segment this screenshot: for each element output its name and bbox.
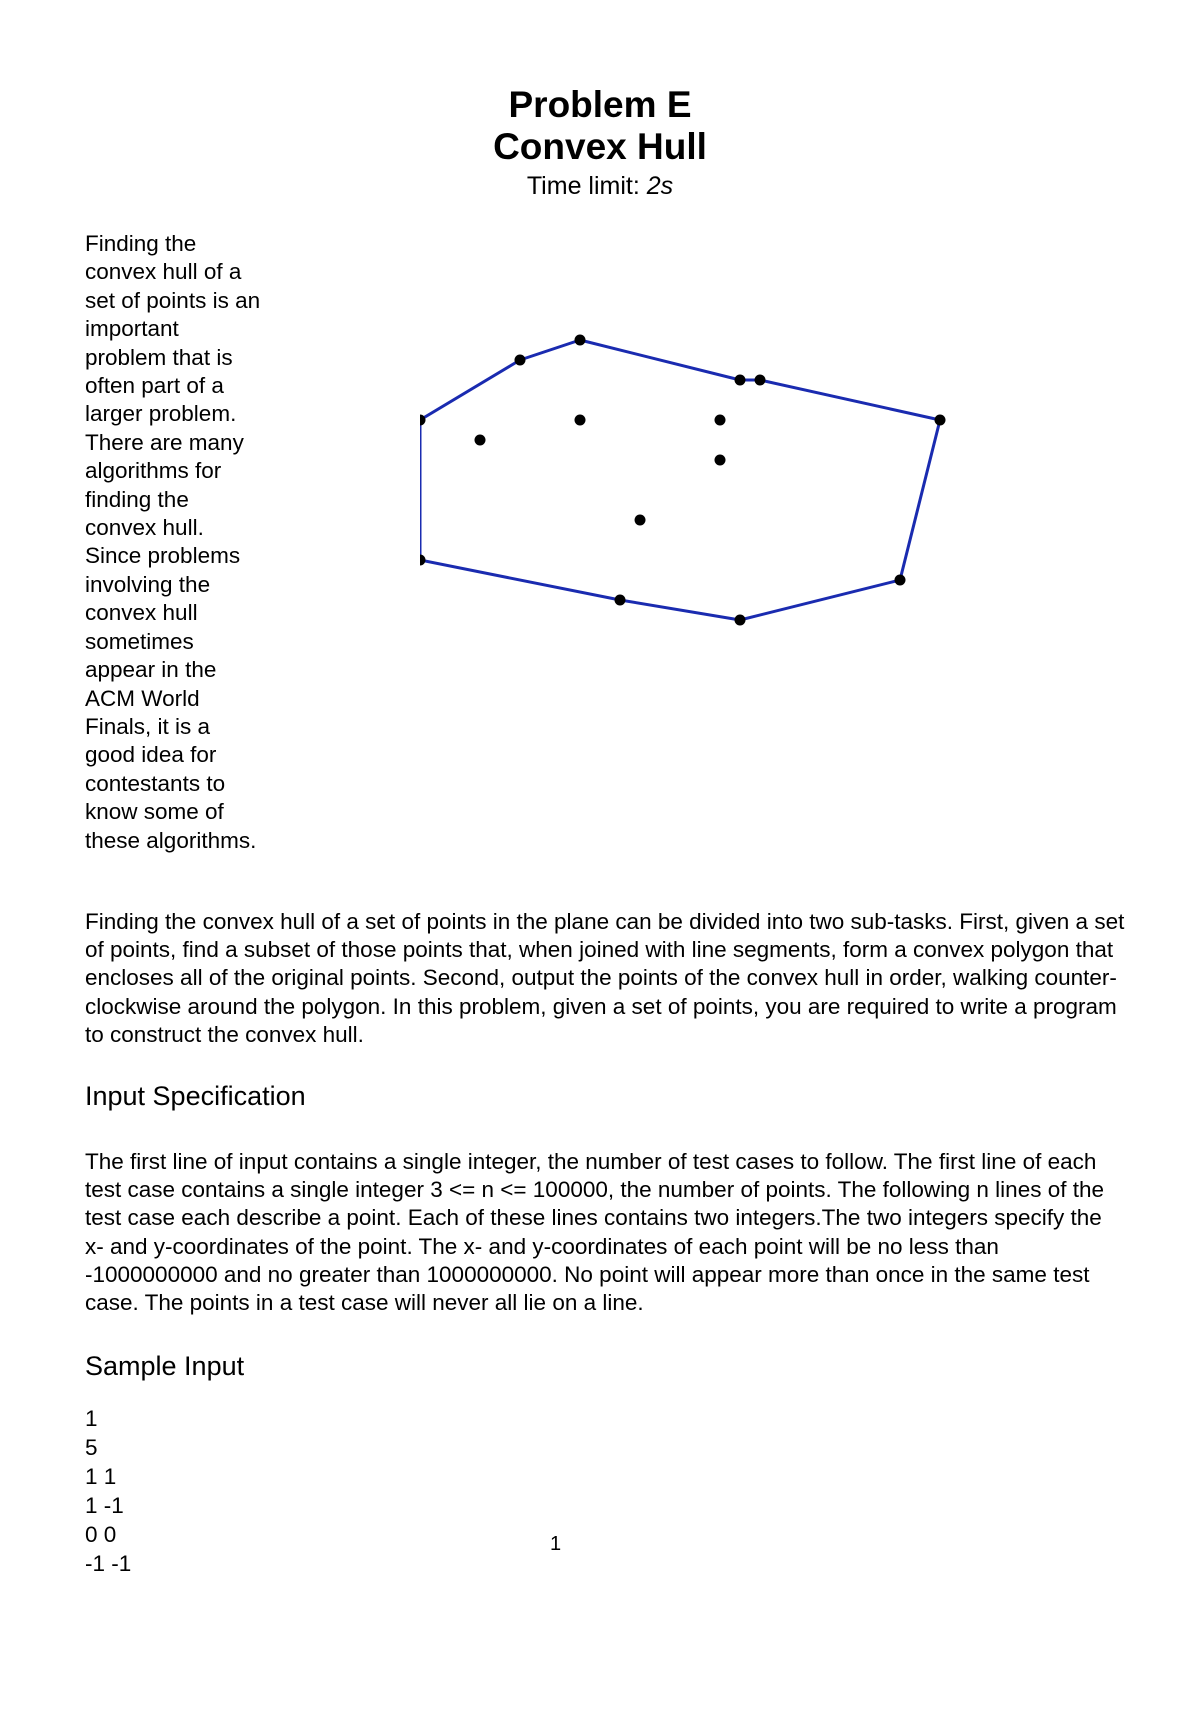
- sample-input-block: [85, 1404, 131, 1578]
- problem-label: Problem E: [508, 84, 692, 125]
- hull-vertex-point: [735, 615, 746, 626]
- sample-line: -1 -1: [85, 1551, 132, 1576]
- sample-line: 1 -1: [85, 1493, 124, 1518]
- hull-vertex-point: [420, 555, 426, 566]
- hull-vertex-point: [755, 375, 766, 386]
- hull-points: [420, 335, 946, 626]
- interior-point: [715, 455, 726, 466]
- sample-line: 5: [85, 1435, 98, 1460]
- sample-line: 0 0: [85, 1522, 117, 1547]
- time-limit: [0, 170, 1200, 202]
- hull-vertex-point: [615, 595, 626, 606]
- interior-point: [635, 515, 646, 526]
- input-spec-paragraph: The first line of input contains a single integer, the number of test cases to follow. The first line of each test case contains a single integer 3 <= n <= 100000, the number of points. The following n lines of the test case each describe a point. Each of these lines contains two integers.The two integers specify the x- and y-coordinates of the point. The x- and y-coordinates of each point will be no less than -1000000000 and no greater than 1000000000. No point will appear more than once in the same test case. The points in a test case will never all lie on a line.: [85, 1149, 1105, 1316]
- hull-vertex-point: [575, 335, 586, 346]
- hull-edges: [420, 340, 940, 620]
- sample-line: 1 1: [85, 1464, 117, 1489]
- hull-vertex-point: [895, 575, 906, 586]
- intro-side-paragraph: Finding the convex hull of a set of points is an important problem that is often part of a larger problem. There are many algorithms for finding the convex hull. Since problems involving the convex hull sometimes appear in the ACM World Finals, it is a good idea for contestants to know some of these algorithms.: [85, 231, 261, 853]
- convex-hull-diagram: [420, 320, 990, 760]
- hull-vertex-point: [515, 355, 526, 366]
- problem-title: Convex Hull: [493, 126, 707, 167]
- sample-line: 1: [85, 1406, 98, 1431]
- hull-vertex-point: [935, 415, 946, 426]
- interior-point: [575, 415, 586, 426]
- intro-paragraph: Finding the convex hull of a set of points in the plane can be divided into two sub-tasks. First, given a set of points, find a subset of those points that, when joined with line segments, form a convex polygon that encloses all of the original points. Second, output the points of the convex hull in order, walking counter-clockwise around the polygon. In this problem, given a set of points, you are required to write a program to construct the convex hull.: [85, 909, 1125, 1047]
- hull-vertex-point: [735, 375, 746, 386]
- time-limit-value: 2s: [646, 172, 674, 200]
- time-limit-label: Time limit:: [526, 172, 647, 200]
- interior-point: [475, 435, 486, 446]
- input-spec-heading: Input Specification: [85, 1081, 306, 1111]
- hull-polygon: [420, 340, 940, 620]
- title-block: [0, 84, 1200, 202]
- convex-hull-figure: [420, 320, 990, 760]
- page-number: 1: [550, 1533, 562, 1555]
- sample-input-heading: Sample Input: [85, 1351, 245, 1381]
- interior-point: [715, 415, 726, 426]
